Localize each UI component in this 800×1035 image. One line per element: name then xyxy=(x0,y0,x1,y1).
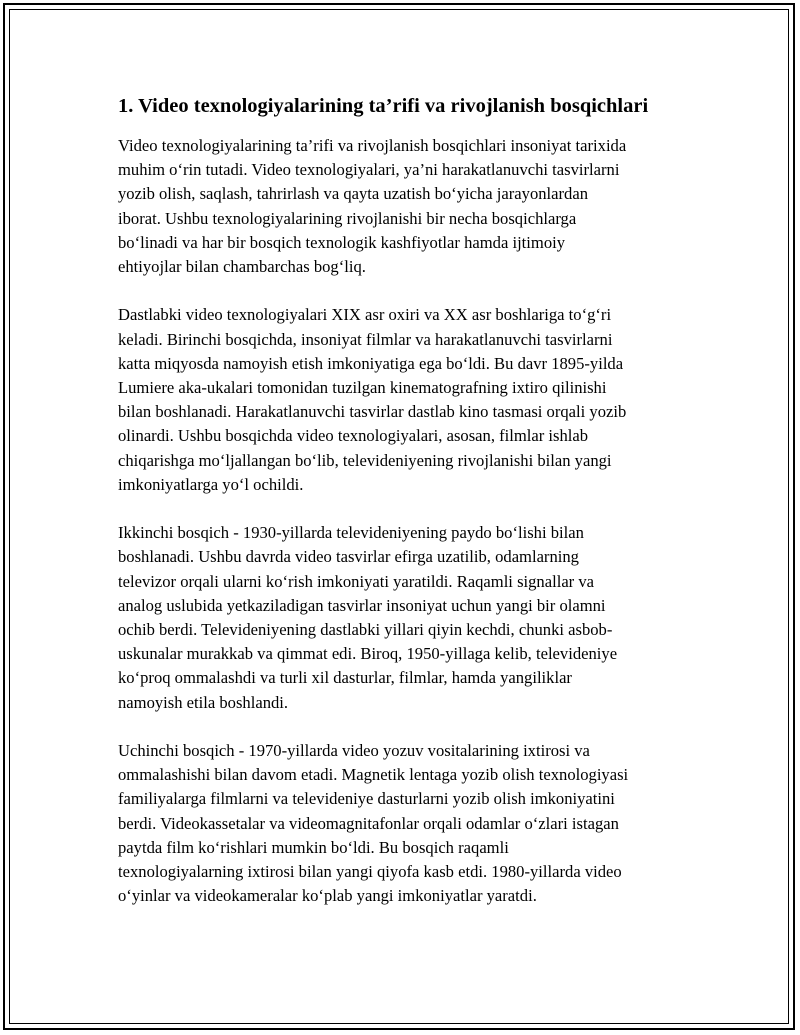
paragraph-definition xyxy=(118,134,686,279)
text-line: analog uslubida yetkaziladigan tasvirlar insoniyat uchun yangi bir olamni xyxy=(118,595,606,615)
text-line: Ikkinchi bosqich - 1930-yillarda televideniyening paydo bo‘lishi bilan xyxy=(118,523,584,543)
text-line: chiqarishga mo‘ljallangan bo‘lib, televideniyening rivojlanishi bilan yangi xyxy=(118,450,612,470)
text-line: imkoniyatlarga yo‘l ochildi. xyxy=(118,474,304,494)
text-line: yozib olish, saqlash, tahrirlash va qayta uzatish bo‘yicha jarayonlardan xyxy=(118,184,589,204)
text-line: texnologiyalarning ixtirosi bilan yangi qiyofa kasb etdi. 1980-yillarda video xyxy=(118,862,622,882)
text-line: namoyish etila boshlandi. xyxy=(118,692,289,712)
text-line: uskunalar murakkab va qimmat edi. Biroq, 1950-yillaga kelib, televideniye xyxy=(118,644,618,664)
text-line: Uchinchi bosqich - 1970-yillarda video yozuv vositalarining ixtirosi va xyxy=(118,741,590,761)
text-line: keladi. Birinchi bosqichda, insoniyat filmlar va harakatlanuvchi tasvirlarni xyxy=(118,329,613,349)
text-line: olinardi. Ushbu bosqichda video texnologiyalari, asosan, filmlar ishlab xyxy=(118,426,589,446)
text-line: iborat. Ushbu texnologiyalarining rivojlanishi bir necha bosqichlarga xyxy=(118,208,577,228)
text-line: ochib berdi. Televideniyening dastlabki yillari qiyin kechdi, chunki asbob- xyxy=(118,620,613,640)
text-line: ommalashishi bilan davom etadi. Magnetik lentaga yozib olish texnologiyasi xyxy=(118,765,629,785)
section-title: 1. Video texnologiyalarining ta’rifi va rivojlanish bosqichlari xyxy=(118,95,649,117)
text-line: paytda film ko‘rishlari mumkin bo‘ldi. Bu bosqich raqamli xyxy=(118,837,509,857)
text-line: ko‘proq ommalashdi va turli xil dasturlar, filmlar, hamda yangiliklar xyxy=(118,668,572,688)
text-line: familiyalarga filmlarni va televideniye dasturlarni yozib olish imkoniyatini xyxy=(118,789,615,809)
text-line: ehtiyojlar bilan chambarchas bog‘liq. xyxy=(118,257,366,277)
paragraph-first-stage xyxy=(118,303,686,497)
text-line: muhim o‘rin tutadi. Video texnologiyalari, ya’ni harakatlanuvchi tasvirlarni xyxy=(118,160,620,180)
text-line: Lumiere aka-ukalari tomonidan tuzilgan kinematografning ixtiro qilinishi xyxy=(118,378,607,398)
text-line: bo‘linadi va har bir bosqich texnologik kashfiyotlar hamda ijtimoiy xyxy=(118,232,566,252)
text-line: bilan boshlanadi. Harakatlanuvchi tasvirlar dastlab kino tasmasi orqali yozib xyxy=(118,402,627,422)
document-body xyxy=(118,92,686,933)
text-line: katta miqyosda namoyish etish imkoniyatiga ega bo‘ldi. Bu davr 1895-yilda xyxy=(118,353,624,373)
text-line: televizor orqali ularni ko‘rish imkoniyati yaratildi. Raqamli signallar va xyxy=(118,571,595,591)
text-line: Video texnologiyalarining ta’rifi va rivojlanish bosqichlari insoniyat tarixida xyxy=(118,136,627,155)
text-line: boshlanadi. Ushbu davrda video tasvirlar efirga uzatilib, odamlarning xyxy=(118,547,579,567)
text-line: berdi. Videokassetalar va videomagnitafonlar orqali odamlar o‘zlari istagan xyxy=(118,813,619,833)
text-line: o‘yinlar va videokameralar ko‘plab yangi imkoniyatlar yaratdi. xyxy=(118,886,537,906)
paragraph-third-stage xyxy=(118,739,686,908)
text-line: Dastlabki video texnologiyalari XIX asr oxiri va XX asr boshlariga to‘g‘ri xyxy=(118,305,612,325)
paragraph-second-stage xyxy=(118,521,686,715)
